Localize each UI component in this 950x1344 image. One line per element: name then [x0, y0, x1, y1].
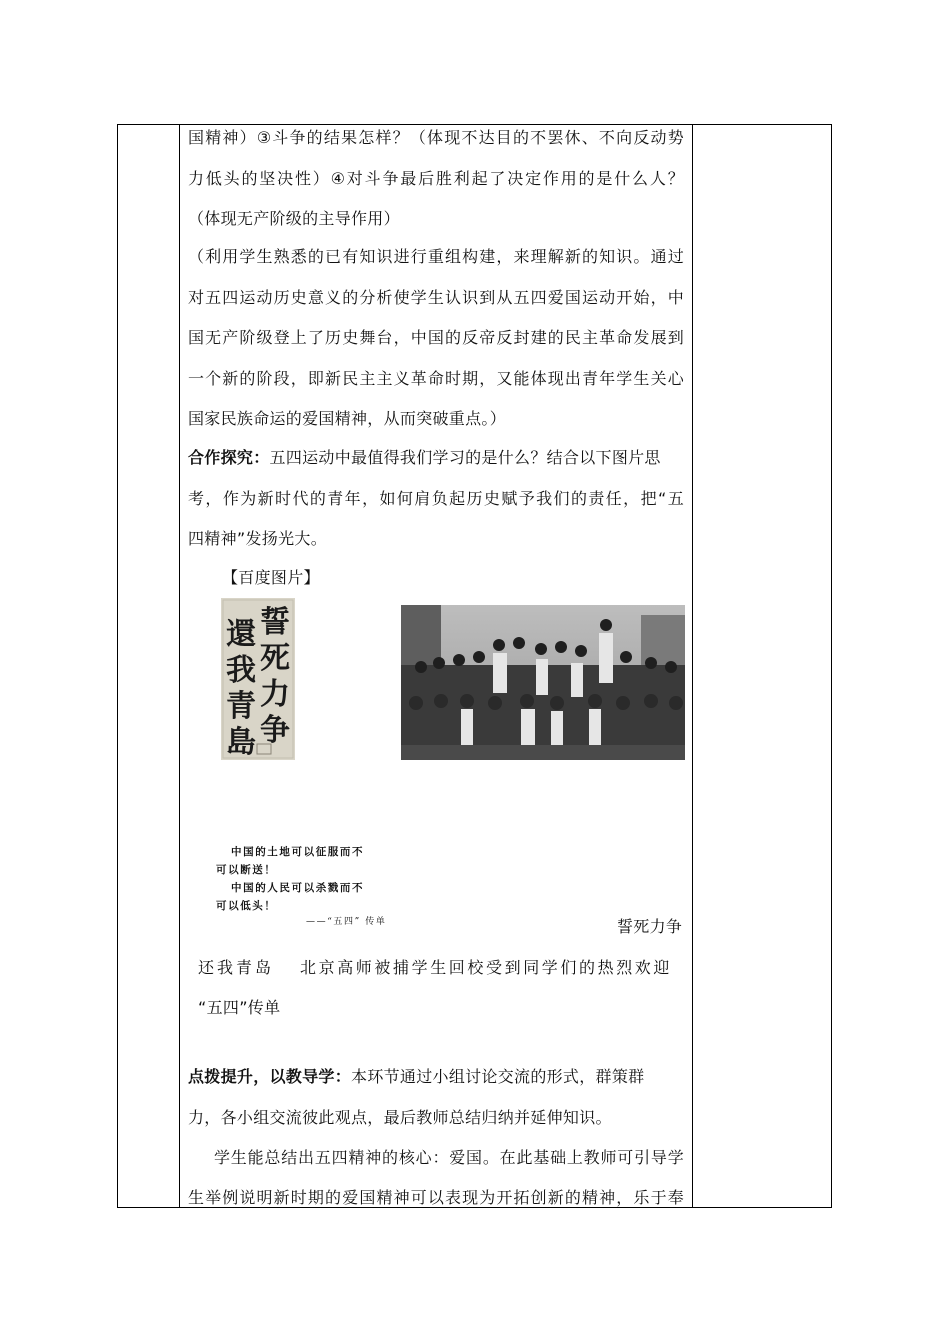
table-column-divider-right [692, 124, 693, 1208]
paragraph-line: （体现无产阶级的主导作用） [188, 209, 400, 228]
paragraph-line: 对五四运动历史意义的分析使学生认识到从五四爱国运动开始，中 [188, 288, 684, 307]
image-caption: “五四”传单 [198, 998, 281, 1017]
paragraph-text: 五四运动中最值得我们学习的是什么？结合以下图片思 [269, 448, 661, 467]
section-heading-guidance: 点拨提升，以教导学： [188, 1067, 352, 1086]
image-caption: 还我青岛 [198, 958, 275, 977]
paragraph-line: 学生能总结出五四精神的核心：爱国。在此基础上教师可引导学 [214, 1148, 684, 1167]
guidance-line [188, 1064, 644, 1090]
slogan-char: 青 [226, 689, 256, 724]
may-fourth-leaflet-image [216, 840, 421, 930]
paragraph-line: 国家民族命运的爱国精神，从而突破重点。） [188, 409, 507, 428]
slogan-calligraphy-image [221, 598, 295, 760]
image-source-label: 【百度图片】 [222, 568, 320, 587]
leaflet-text: 可以断送！ [216, 864, 277, 876]
image-caption: 北京高师被捕学生回校受到同学们的热烈欢迎 [300, 958, 673, 977]
paragraph-line: 考，作为新时代的青年，如何肩负起历史赋予我们的责任，把“五 [188, 489, 684, 508]
paragraph-line: 四精神”发扬光大。 [188, 529, 327, 548]
leaflet-text: 中国的土地可以征服而不 [231, 846, 365, 858]
paragraph-line: 国无产阶级登上了历史舞台，中国的反帝反封建的民主革命发展到 [188, 328, 684, 347]
slogan-char: 力 [260, 677, 290, 712]
leaflet-attribution: ——“五四” 传单 [306, 917, 387, 927]
paragraph-text: 本环节通过小组讨论交流的形式，群策群 [351, 1067, 645, 1086]
slogan-char: 誓 [260, 605, 290, 640]
student-welcome-photo [401, 605, 685, 760]
table-column-divider-left [179, 124, 180, 1208]
leaflet-text: 可以低头！ [216, 900, 277, 912]
section-heading-cooperative-inquiry: 合作探究： [188, 448, 270, 467]
image-caption: 誓死力争 [617, 917, 683, 936]
paragraph-line: 力，各小组交流彼此观点，最后教师总结归纳并延伸知识。 [188, 1108, 612, 1127]
slogan-char: 争 [260, 713, 290, 748]
slogan-char: 島 [226, 725, 256, 760]
paragraph-line: 国精神）③斗争的结果怎样？（体现不达目的不罢休、不向反动势 [188, 128, 684, 147]
slogan-char: 還 [226, 617, 256, 652]
paragraph-line: 一个新的阶段，即新民主主义革命时期，又能体现出青年学生关心 [188, 369, 684, 388]
slogan-char: 我 [226, 653, 256, 688]
slogan-char: 死 [260, 641, 290, 676]
paragraph-line: 生举例说明新时期的爱国精神可以表现为开拓创新的精神，乐于奉 [188, 1188, 684, 1207]
paragraph-line: 力低头的坚决性）④对斗争最后胜利起了决定作用的是什么人？ [188, 169, 684, 188]
cooperative-inquiry-line [188, 445, 661, 471]
leaflet-text: 中国的人民可以杀戮而不 [231, 882, 365, 894]
paragraph-line: （利用学生熟悉的已有知识进行重组构建，来理解新的知识。通过 [188, 247, 684, 266]
